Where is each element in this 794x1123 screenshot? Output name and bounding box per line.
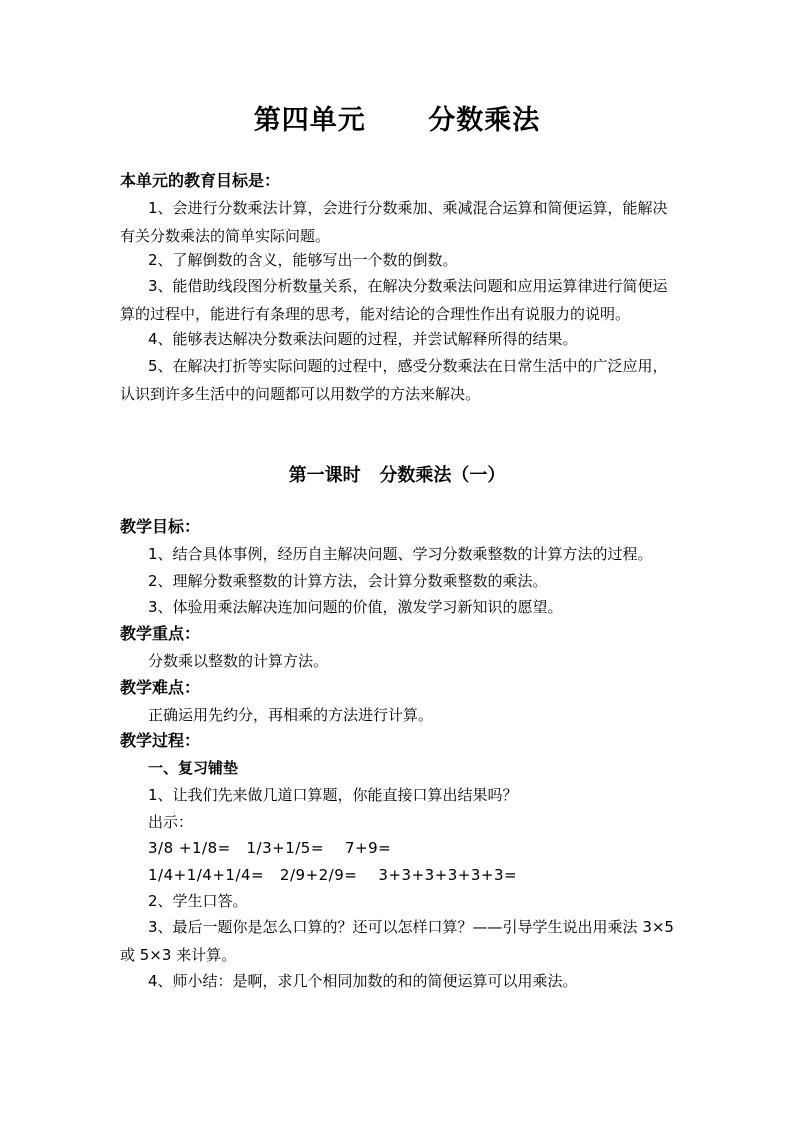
step-3: 3、最后一题你是怎么口算的？还可以怎样口算？——引导学生说出用乘法 3×5 或 5×3 来计算。 — [120, 918, 674, 964]
objective-2: 2、理解分数乘整数的计算方法，会计算分数乘整数的乘法。 — [148, 572, 548, 590]
difficulty-text: 正确运用先约分，再相乘的方法进行计算。 — [148, 706, 434, 724]
unit-goal-3: 3、能借助线段图分析数量关系，在解决分数乘法问题和应用运算律进行简便运算的过程中，能进行有条理的思考，能对结论的合理性作出有说服力的说明。 — [120, 277, 668, 323]
step-2: 2、学生口答。 — [148, 892, 248, 910]
step-1: 1、让我们先来做几道口算题，你能直接口算出结果吗？ — [148, 786, 518, 804]
objective-3: 3、体验用乘法解决连加问题的价值，激发学习新知识的愿望。 — [148, 598, 563, 616]
show-label: 出示： — [148, 813, 194, 831]
key-point-text: 分数乘以整数的计算方法。 — [148, 652, 329, 670]
unit-goal-5: 5、在解决打折等实际问题的过程中，感受分数乘法在日常生活中的广泛应用，认识到许多生活中的问题都可以用数学的方法来解决。 — [120, 357, 668, 403]
difficulty-heading: 教学难点： — [120, 678, 201, 697]
unit-goals-heading: 本单元的教育目标是： — [120, 171, 281, 190]
lesson-title: 第一课时 分数乘法（一） — [288, 465, 506, 486]
unit-goal-4: 4、能够表达解决分数乘法问题的过程，并尝试解释所得的结果。 — [148, 330, 578, 348]
step-4: 4、师小结：是啊，求几个相同加数的和的简便运算可以用乘法。 — [148, 972, 578, 990]
key-point-heading: 教学重点： — [120, 624, 201, 643]
unit-goal-1: 1、会进行分数乘法计算，会进行分数乘加、乘减混合运算和简便运算，能解决有关分数乘法的简单实际问题。 — [120, 199, 668, 245]
exercise-row-1: 3/8 +1/8= 1/3+1/5= 7+9= — [148, 839, 392, 857]
review-section-heading: 一、复习铺垫 — [148, 759, 239, 777]
objective-1: 1、结合具体事例，经历自主解决问题、学习分数乘整数的计算方法的过程。 — [148, 545, 653, 563]
unit-goal-2: 2、了解倒数的含义，能够写出一个数的倒数。 — [148, 251, 458, 269]
exercise-row-2: 1/4+1/4+1/4= 2/9+2/9= 3+3+3+3+3+3= — [148, 866, 518, 884]
objectives-heading: 教学目标： — [120, 517, 201, 536]
unit-title: 第四单元 分数乘法 — [253, 105, 541, 136]
process-heading: 教学过程： — [120, 731, 201, 750]
